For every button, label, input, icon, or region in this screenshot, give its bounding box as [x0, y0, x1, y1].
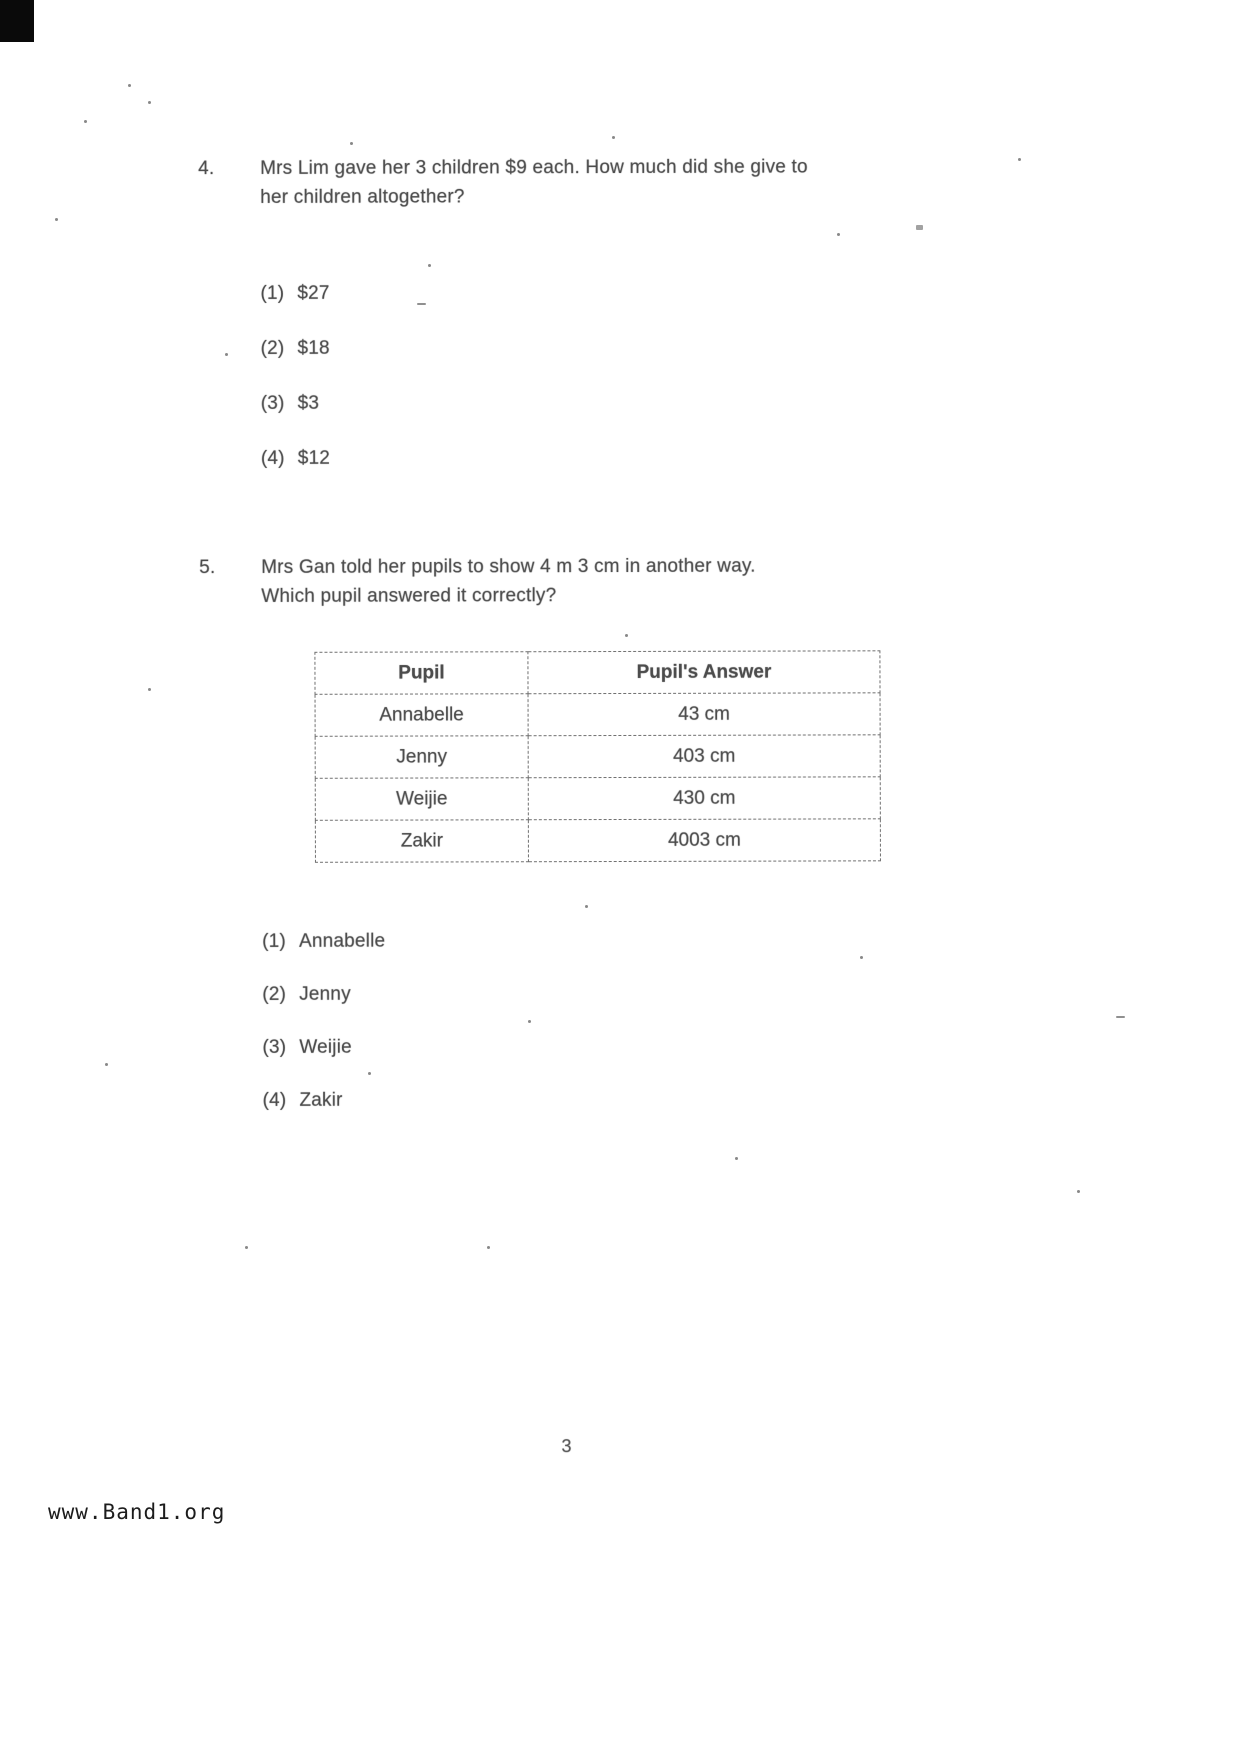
option-text: Annabelle: [298, 930, 386, 952]
pupils-answers-table: [314, 650, 881, 862]
footer-watermark: www.Band1.org: [48, 1500, 226, 1524]
option-label: (1): [260, 282, 285, 304]
table-header-answer: Pupil's Answer: [528, 651, 880, 694]
answer-option: [262, 1037, 385, 1059]
pupil-answer-cell: 43 cm: [528, 693, 880, 736]
answer-option: [263, 1090, 386, 1112]
table-row: [315, 777, 880, 820]
option-label: (1): [262, 930, 287, 952]
pupil-name-cell: Jenny: [315, 736, 528, 779]
answer-option: [261, 338, 330, 360]
page-number: 3: [561, 1436, 572, 1457]
pupil-answer-cell: 403 cm: [528, 735, 880, 778]
pupil-answer-cell: 430 cm: [528, 777, 880, 820]
answer-option: [262, 984, 385, 1006]
option-text: Weijie: [299, 1036, 352, 1058]
question-5-block: [199, 551, 921, 612]
option-label: (3): [260, 392, 285, 414]
option-text: $27: [297, 282, 330, 304]
question-4-block: [198, 152, 920, 213]
question-number: 5.: [199, 557, 216, 579]
option-label: (2): [260, 337, 285, 359]
table-row: [315, 819, 880, 862]
option-text: $3: [297, 392, 320, 414]
table-header-pupil: Pupil: [315, 652, 528, 695]
table-row: [315, 735, 880, 778]
table-header-row: [315, 651, 880, 694]
option-label: (2): [262, 983, 287, 1005]
option-text: Jenny: [299, 983, 351, 1005]
pupil-name-cell: Zakir: [315, 820, 528, 863]
question-text: Mrs Gan told her pupils to show 4 m 3 cm in another way. Which pupil answered it correctly?: [261, 555, 756, 608]
option-label: (4): [260, 447, 285, 469]
answer-option: [261, 393, 330, 415]
option-text: Zakir: [299, 1089, 343, 1111]
option-label: (4): [262, 1089, 287, 1111]
answer-option: [260, 283, 329, 305]
pupil-name-cell: Annabelle: [315, 694, 528, 737]
answer-option: [262, 931, 385, 953]
table-row: [315, 693, 880, 736]
option-text: $18: [297, 337, 330, 359]
answer-option: [261, 448, 330, 470]
answer-options-q4: [260, 283, 330, 503]
option-text: $12: [297, 447, 331, 469]
question-number: 4.: [198, 158, 215, 180]
option-label: (3): [262, 1036, 287, 1058]
pupil-answer-cell: 4003 cm: [528, 819, 880, 862]
question-text: Mrs Lim gave her 3 children $9 each. How much did she give to her children altogether?: [260, 156, 808, 209]
pupil-name-cell: Weijie: [315, 778, 528, 821]
answer-options-q5: [262, 931, 386, 1143]
